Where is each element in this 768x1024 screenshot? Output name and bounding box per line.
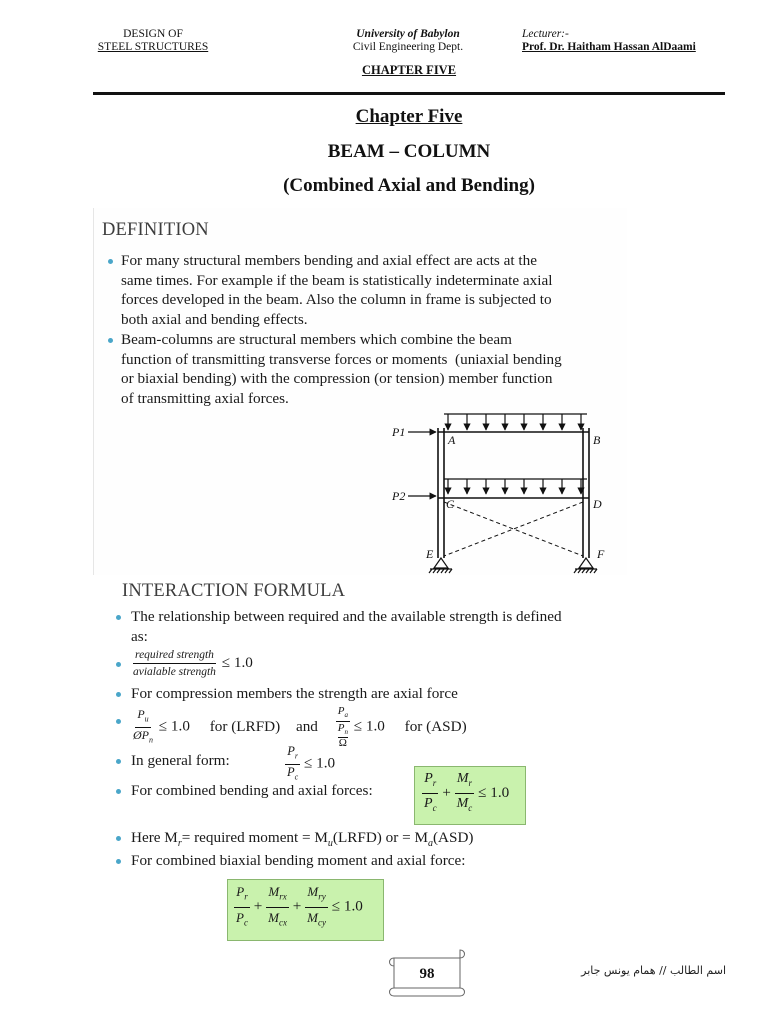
combined-formula: $\frac{P_r}{P_c}$ + $\frac{M_r}{M_c}$ ≤ 1.0 [422, 770, 509, 817]
text-line: of transmitting axial forces. [121, 389, 289, 407]
bullet-dot [116, 836, 121, 841]
asd-num: P [337, 705, 345, 717]
lrfd-fraction [131, 708, 155, 746]
label-c: C [446, 497, 455, 511]
le-one: ≤ 1.0 [221, 653, 253, 671]
sub-r: r [294, 751, 298, 761]
pr-pc-fraction: $\frac{P_r}{P_c}$ [424, 771, 437, 813]
le-one: ≤ 1.0 [158, 717, 190, 735]
header-rule [93, 92, 725, 95]
bullet-dot [116, 859, 121, 864]
le-one: ≤ 1.0 [478, 783, 510, 801]
le-one: ≤ 1.0 [353, 717, 385, 735]
le-one: ≤ 1.0 [331, 897, 363, 915]
ratio-denominator: avialable strength [133, 666, 216, 678]
mrx-mcx-fraction: $\frac{M_{rx}}{M_{cx}}$ [268, 884, 287, 928]
here-mid2: (LRFD) or = M [332, 829, 428, 846]
combined-label: For combined bending and axial forces: [131, 782, 373, 799]
bullet-dot [116, 759, 121, 764]
lecturer-name: Prof. Dr. Haitham Hassan AlDaami [522, 41, 696, 53]
lecturer-label: Lecturer:- [522, 28, 569, 40]
le-one: ≤ 1.0 [304, 754, 336, 772]
ratio-formula [131, 648, 253, 679]
label-p2: P2 [392, 489, 406, 503]
university-name: University of Babylon [356, 28, 460, 40]
mr-mc-fraction: $\frac{M_r}{M_c}$ [456, 771, 473, 813]
general-form-label: In general form: [131, 752, 230, 769]
frame-members [438, 428, 589, 558]
topic-title: BEAM – COLUMN [327, 141, 491, 162]
strength-ratio [131, 648, 218, 679]
text-line: The relationship between required and the available strength is defined [131, 608, 562, 625]
asd-den-top-sub: n [344, 728, 348, 737]
label-e: E [426, 547, 434, 561]
cross-bracing [444, 502, 583, 556]
definition-bullet-2 [121, 330, 621, 408]
ratio-numerator: required strength [133, 648, 216, 664]
biaxial-formula: $\frac{P_r}{P_c}$ + $\frac{M_{rx}}{M_{cx}}$ + $\frac{M_{ry}}{M_{cy}}$ ≤ 1.0 [234, 883, 363, 931]
lrfd-num: P [137, 707, 145, 722]
text-line: or biaxial bending) with the compression (or tension) member function [121, 370, 553, 387]
asd-den-top: P [337, 722, 345, 735]
here-moment-line [131, 828, 473, 854]
page-number: 98 [419, 966, 435, 982]
bullet-dot [116, 692, 121, 697]
course-line1: DESIGN OF [123, 28, 183, 40]
supports [429, 558, 597, 573]
student-note: اسم الطالب // همام يونس جابر [581, 964, 726, 977]
label-d: D [593, 497, 602, 511]
bullet-dot [116, 719, 121, 724]
bullet-dot [108, 338, 113, 343]
asd-den-bottom: Ω [338, 737, 347, 750]
mid-load-arrows [444, 479, 587, 494]
university-block [338, 28, 478, 54]
sub-a: a [427, 838, 433, 850]
text-line: as: [131, 627, 148, 645]
asd-fraction [336, 706, 350, 748]
text-line: Beam-columns are structural members which combine the beam [121, 331, 512, 348]
bullet-dot [116, 789, 121, 794]
lrfd-label: for (LRFD) [209, 717, 281, 735]
text-line: forces developed in the beam. Also the column in frame is subjected to [121, 291, 552, 308]
interaction-bullet-3: For compression members the strength are axial force [131, 685, 458, 702]
biaxial-label: For combined biaxial bending moment and axial force: [131, 852, 466, 869]
lrfd-num-sub: u [144, 714, 149, 724]
and-label: and [295, 717, 318, 735]
asd-label: for (ASD) [404, 717, 467, 735]
course-title [93, 28, 213, 54]
text-line: For many structural members bending and axial effect are acts at the [121, 252, 537, 269]
bullet-dot [116, 615, 121, 620]
chapter-tag: CHAPTER FIVE [361, 63, 457, 77]
pr-pc-fraction: $\frac{P_r}{P_c}$ [236, 884, 248, 928]
department-name: Civil Engineering Dept. [352, 41, 464, 53]
subtitle: (Combined Axial and Bending) [283, 175, 535, 196]
interaction-bullet-1 [131, 607, 621, 646]
asd-num-sub: a [344, 711, 348, 720]
point-loads [408, 432, 436, 496]
label-p1: P1 [392, 425, 406, 439]
interaction-heading: INTERACTION FORMULA [122, 581, 346, 601]
text-line: same times. For example if the beam is statistically indeterminate axial [121, 271, 553, 289]
label-a: A [448, 433, 456, 447]
definition-heading: DEFINITION [102, 220, 209, 240]
lrfd-den: ØP [133, 727, 149, 742]
sub-c: c [294, 772, 299, 781]
here-mid: = required moment = M [181, 829, 328, 846]
chapter-title: Chapter Five [355, 106, 463, 127]
top-load-arrows [444, 414, 587, 430]
bullet-dot [116, 662, 121, 667]
general-form-formula [285, 745, 335, 783]
sub-r: r [177, 838, 182, 850]
text-line: function of transmitting transverse forces or moments (uniaxial bending [121, 350, 562, 368]
label-f: F [597, 547, 605, 561]
text-line: both axial and bending effects. [121, 310, 308, 328]
lecturer-block [522, 28, 732, 54]
here-end: (ASD) [432, 829, 474, 846]
frame-figure [380, 408, 620, 576]
bullet-dot [108, 259, 113, 264]
label-b: B [593, 433, 601, 447]
lrfd-asd-formula [131, 706, 467, 748]
general-fraction: $\frac{P_r}{P_c}$ [287, 744, 299, 781]
course-line2: STEEL STRUCTURES [97, 41, 209, 53]
here-prefix: Here M [131, 829, 178, 846]
lrfd-den-sub: n [149, 735, 153, 745]
definition-bullet-1 [121, 251, 621, 329]
mry-mcy-fraction: $\frac{M_{ry}}{M_{cy}}$ [307, 884, 326, 928]
sub-u: u [327, 838, 333, 850]
